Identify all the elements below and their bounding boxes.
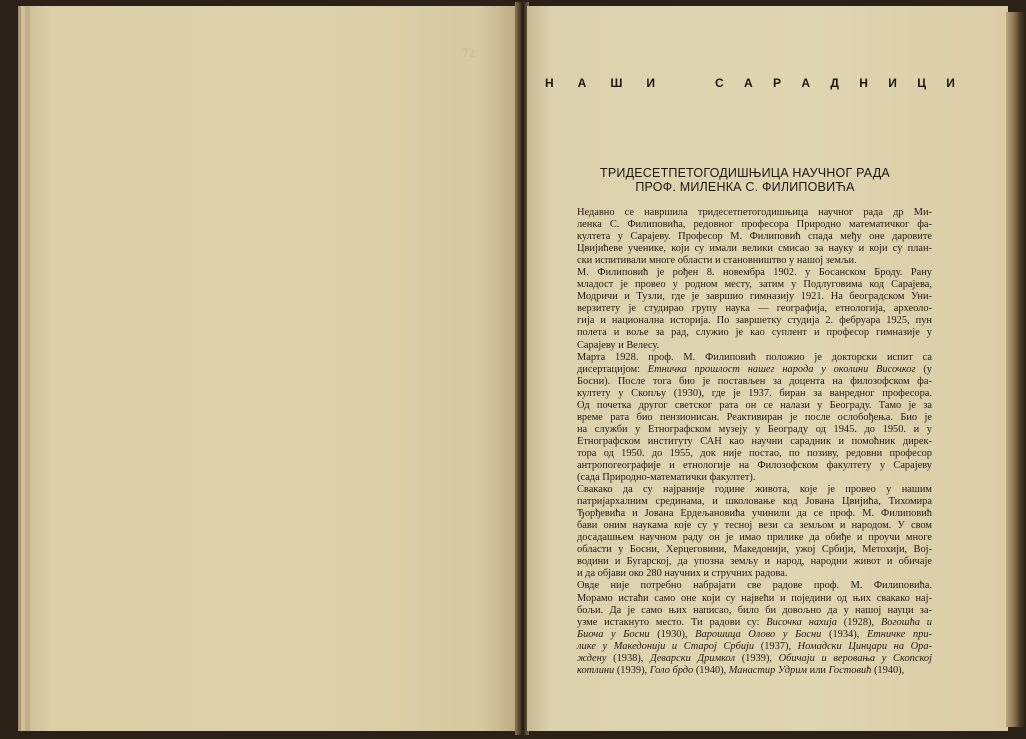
text-line: ски испитивали многе области и становништво у нашој земљи.	[577, 255, 857, 267]
text-line: Свакако да су најраније године живота, које је провео у нашим	[577, 484, 932, 496]
text-line: тора од 1950. до 1955, док није постао, по позиву, редовни професор	[577, 447, 932, 459]
text-line: Босни). После тога био је постављен за доцента на филозофском фа-	[577, 375, 932, 387]
running-head-word-1: Н А Ш И	[545, 76, 655, 90]
text-line: младост је провео у родном месту, затим у Подлуговима код Сарајева,	[577, 279, 932, 291]
text-line: жденy (1938), Деварски Дримкол (1939), Обичаји и веровања у Скопској	[577, 652, 932, 664]
text-line: бави оним наукама које су у тесној вези са земљом и народом. У свом	[577, 520, 932, 532]
text-line: ленка С. Филиповића, редовног професора Природно математичког фа-	[577, 219, 932, 231]
text-line: водини и Бугарској, да упозна земљу и народ, народни живот и обичаје	[577, 556, 932, 568]
text-line: време рата био пензионисан. Реактивиран је после ослобођења. Био је	[577, 411, 932, 423]
text-line: антропогеографије и етнологије на Филозофском факултету у Сарајеву	[577, 459, 932, 471]
text-line: патријархалним срединама, и школовање код Јована Цвијића, Тихомира	[577, 496, 932, 508]
text-line: Биоча у Босни (1930), Варошица Олово у Босни (1934), Етничке при-	[577, 628, 932, 640]
text-line: Морамо истаћи само оне који су највећи и поједини од њих свакако нај-	[577, 592, 932, 604]
text-line: култету у Скопљу (1930), где је 1937. биран за ванредног професора.	[577, 387, 932, 399]
text-line: култета у Сарајеву. Професор М. Филиповић спада међу оне даровите	[577, 231, 932, 243]
text-line: Модричи и Тузли, где је завршио гимназију 1921. На београдском Уни-	[577, 291, 932, 303]
text-line: верзитету је студирао групу наука — географија, етнологија, археоло-	[577, 303, 932, 315]
text-line: М. Филиповић је рођен 8. новембра 1902. у Босанском Броду. Рану	[577, 267, 932, 279]
text-line: Етнографском институту САН као научни сарадник и помоћник дирек-	[577, 435, 932, 447]
article-body	[555, 207, 932, 677]
text-line: Цвијићеве ученике, који су имали велики смисао за науку и који су план-	[577, 243, 932, 255]
text-line: Сарајеву и Велесу.	[577, 339, 660, 351]
running-head	[545, 76, 955, 90]
paragraph	[555, 580, 932, 676]
text-line: лике у Македонији и Старој Србији (1937), Номадски Цинцари на Ора-	[577, 640, 932, 652]
text-line: Од почетка другог светског рата он се налази у Београду. Тамо је за	[577, 399, 932, 411]
text-line: узме истакнуто место. Ти радови су: Височка нахија (1928), Вогошћа и	[577, 616, 932, 628]
paragraph	[555, 207, 932, 267]
text-line: полета и воље за рад, служио је као суплент и професор гимназије у	[577, 327, 932, 339]
paragraph	[555, 352, 932, 485]
text-line: бољи. Да је само њих написао, било би довољно да у нашој науци за-	[577, 604, 932, 616]
text-line: Овде није потребно набрајати све радове проф. М. Филиповића.	[577, 580, 932, 592]
text-line: Марта 1928. проф. М. Филиповић положио је докторски испит са	[577, 351, 932, 363]
paragraph	[555, 267, 932, 351]
left-page	[18, 6, 521, 731]
text-line: гија и национална историја. По завршетку студија 2. фебруара 1925, пун	[577, 315, 932, 327]
text-line: и да објави око 280 научних и стручних радова.	[577, 568, 788, 580]
page-edge	[1006, 12, 1026, 727]
text-line: дисертацијом: Етничка прошлост нашег народа у околини Височког (у	[577, 363, 932, 375]
article-title-line-1: ТРИДЕСЕТПЕТОГОДИШЊИЦА НАУЧНОГ РАДА	[600, 166, 890, 180]
text-line: Недавно се навршила тридесетпетогодишњица научног рада др Ми-	[577, 207, 932, 218]
article-title	[560, 166, 930, 194]
paragraph	[555, 484, 932, 580]
article-title-line-2: ПРОФ. МИЛЕНКА С. ФИЛИПОВИЋА	[635, 180, 855, 194]
text-line: досадашњем научном раду он је имао прилике да обиђе и проучи многе	[577, 532, 932, 544]
left-page-ghost-number: 72	[462, 45, 475, 60]
text-line: Ђорђевића и Јована Ердељановића учинили да се проф. М. Филиповић	[577, 508, 932, 520]
running-head-word-2: С А Р А Д Н И Ц И	[715, 76, 955, 90]
text-line: на служби у Етнографском музеју у Београду од 1945. до 1950. и у	[577, 423, 932, 435]
text-line: котлини (1939), Голо брдо (1940), Манастир Удрим или Гостовић (1940),	[577, 664, 905, 676]
text-line: области у Босни, Херцеговини, Македонији, ужој Србији, Метохији, Вој-	[577, 544, 932, 556]
text-line: (сада Природно-математички факултет).	[577, 472, 756, 484]
